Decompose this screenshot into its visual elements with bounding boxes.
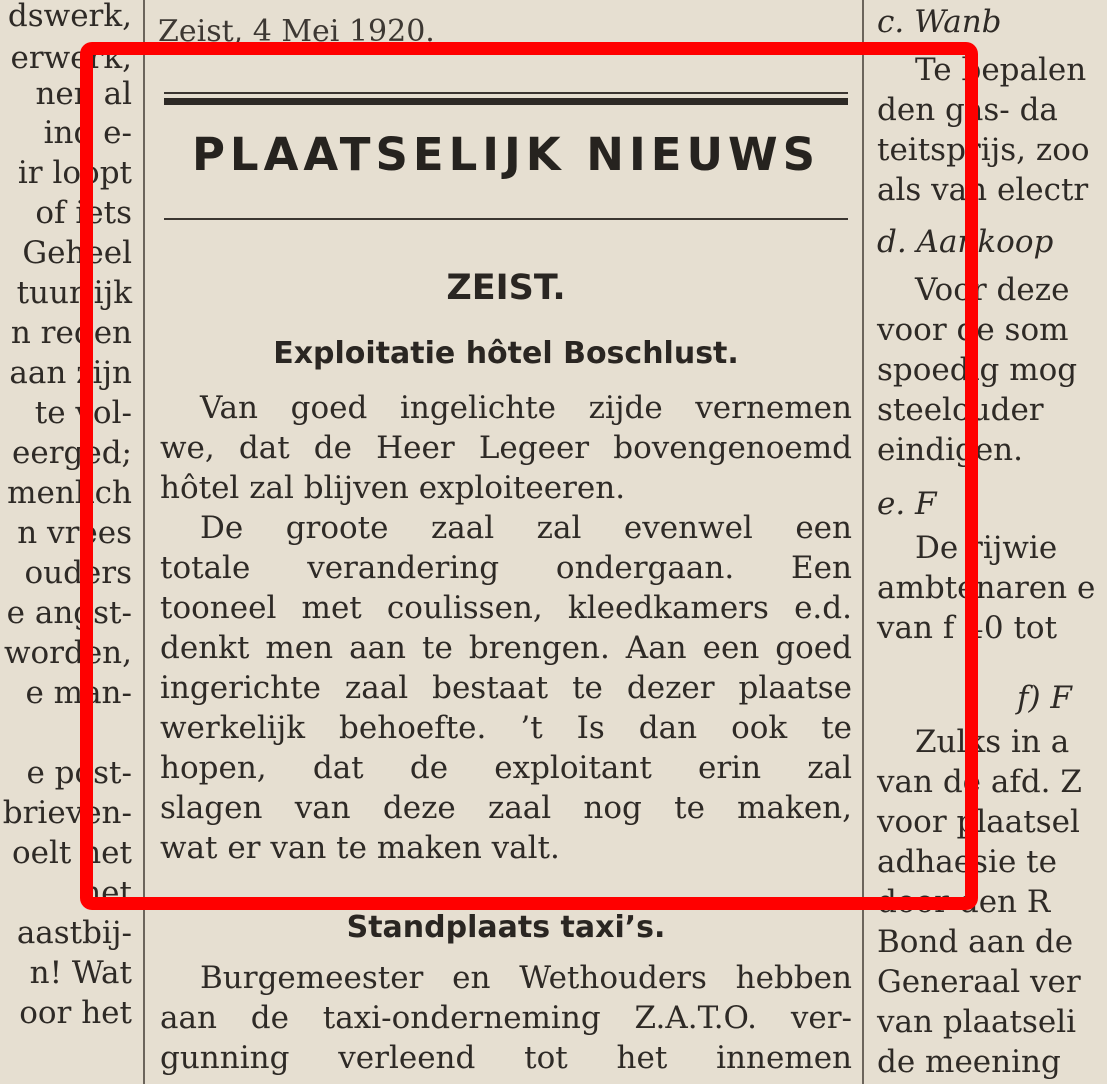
left-line: dswerk, bbox=[7, 0, 132, 34]
right-line: teitsprijs, zoo bbox=[877, 132, 1090, 168]
left-line: ouders bbox=[24, 555, 132, 591]
left-line: net bbox=[81, 875, 132, 911]
article-line: Burgemeester en Wethouders hebben bbox=[200, 960, 852, 996]
right-line: e. F bbox=[877, 486, 937, 522]
place-heading: ZEIST. bbox=[446, 268, 566, 308]
article-line: we, dat de Heer Legeer bovengenoemd bbox=[160, 430, 852, 466]
left-line: e man- bbox=[25, 675, 132, 711]
left-line: aastbij- bbox=[16, 915, 132, 951]
article-line: ingerichte zaal bestaat te dezer plaatse bbox=[160, 670, 852, 706]
left-line: n! Wat bbox=[29, 955, 132, 991]
left-line: brieven- bbox=[2, 795, 132, 831]
right-line: spoedig mog bbox=[877, 352, 1078, 388]
right-line: c. Wanb bbox=[877, 4, 1002, 40]
left-line: erwerk, bbox=[10, 40, 132, 76]
left-line: aan zijn bbox=[9, 355, 132, 391]
article-line: totale verandering ondergaan. Een bbox=[160, 550, 852, 586]
right-line: Bond aan de bbox=[877, 924, 1074, 960]
section-title: PLAATSELIJK NIEUWS bbox=[191, 128, 821, 181]
left-line: eerged; bbox=[12, 435, 132, 471]
right-line: Zulks in a bbox=[915, 724, 1070, 760]
article-line: gunning verleend tot het innemen bbox=[160, 1040, 852, 1076]
article-line: Van goed ingelichte zijde vernemen bbox=[200, 390, 852, 426]
left-line: n vrees bbox=[17, 515, 132, 551]
right-line: voor de som bbox=[877, 312, 1069, 348]
right-line: voor plaatsel bbox=[877, 804, 1080, 840]
highlight-box bbox=[80, 42, 978, 910]
article-headline: Standplaats taxi’s. bbox=[346, 910, 666, 945]
left-line: tuurlijk bbox=[16, 275, 132, 311]
article-line: De groote zaal zal evenwel een bbox=[200, 510, 852, 546]
left-line: of iets bbox=[35, 195, 132, 231]
left-line: nen al bbox=[35, 76, 132, 112]
article-line: werkelijk behoefte. ’t Is dan ook te bbox=[160, 710, 852, 746]
right-line: eindigen. bbox=[877, 432, 1023, 468]
article-line: hôtel zal blijven exploiteeren. bbox=[160, 470, 626, 506]
left-line: n reden bbox=[10, 315, 132, 351]
right-line: Generaal ver bbox=[877, 964, 1081, 1000]
left-line: te vol- bbox=[34, 395, 132, 431]
left-line: e post- bbox=[26, 755, 132, 791]
article-line: wat er van te maken valt. bbox=[160, 830, 560, 866]
right-line: Voor deze bbox=[915, 272, 1070, 308]
right-line: steelouder bbox=[877, 392, 1044, 428]
right-line: als van electr bbox=[877, 172, 1089, 208]
right-line: de meening bbox=[877, 1044, 1061, 1080]
right-line: De rijwie bbox=[915, 530, 1058, 566]
right-line: adhaesie te bbox=[877, 844, 1057, 880]
right-line: door den R bbox=[877, 884, 1051, 920]
right-line: d. Aankoop bbox=[877, 224, 1054, 260]
left-line: worden, bbox=[3, 635, 132, 671]
right-line: f) F bbox=[1017, 680, 1072, 716]
article-line: slagen van deze zaal nog te maken, bbox=[160, 790, 852, 826]
left-line: oelt het bbox=[11, 835, 132, 871]
right-line: van f 40 tot bbox=[877, 610, 1058, 646]
left-line: menlich bbox=[7, 475, 132, 511]
right-line: van plaatseli bbox=[877, 1004, 1077, 1040]
right-line: Te bepalen bbox=[915, 52, 1087, 88]
left-line: ind e- bbox=[43, 115, 132, 151]
left-line: ir loopt bbox=[17, 155, 132, 191]
article-line: tooneel met coulissen, kleedkamers e.d. bbox=[160, 590, 852, 626]
right-line: den gas- da bbox=[877, 92, 1058, 128]
article-line: denkt men aan te brengen. Aan een goed bbox=[160, 630, 852, 666]
article-line: hopen, dat de exploitant erin zal bbox=[160, 750, 852, 786]
left-line: oor het bbox=[19, 995, 132, 1031]
article-headline: Exploitatie hôtel Boschlust. bbox=[273, 336, 739, 371]
left-line: e angst- bbox=[6, 595, 132, 631]
right-line: van de afd. Z bbox=[877, 764, 1082, 800]
article-line: aan de taxi-onderneming Z.A.T.O. ver- bbox=[160, 1000, 852, 1036]
left-line: Geheel bbox=[22, 235, 132, 271]
right-line: ambtenaren e bbox=[877, 570, 1096, 606]
dateline: Zeist, 4 Mei 1920. bbox=[158, 14, 435, 49]
